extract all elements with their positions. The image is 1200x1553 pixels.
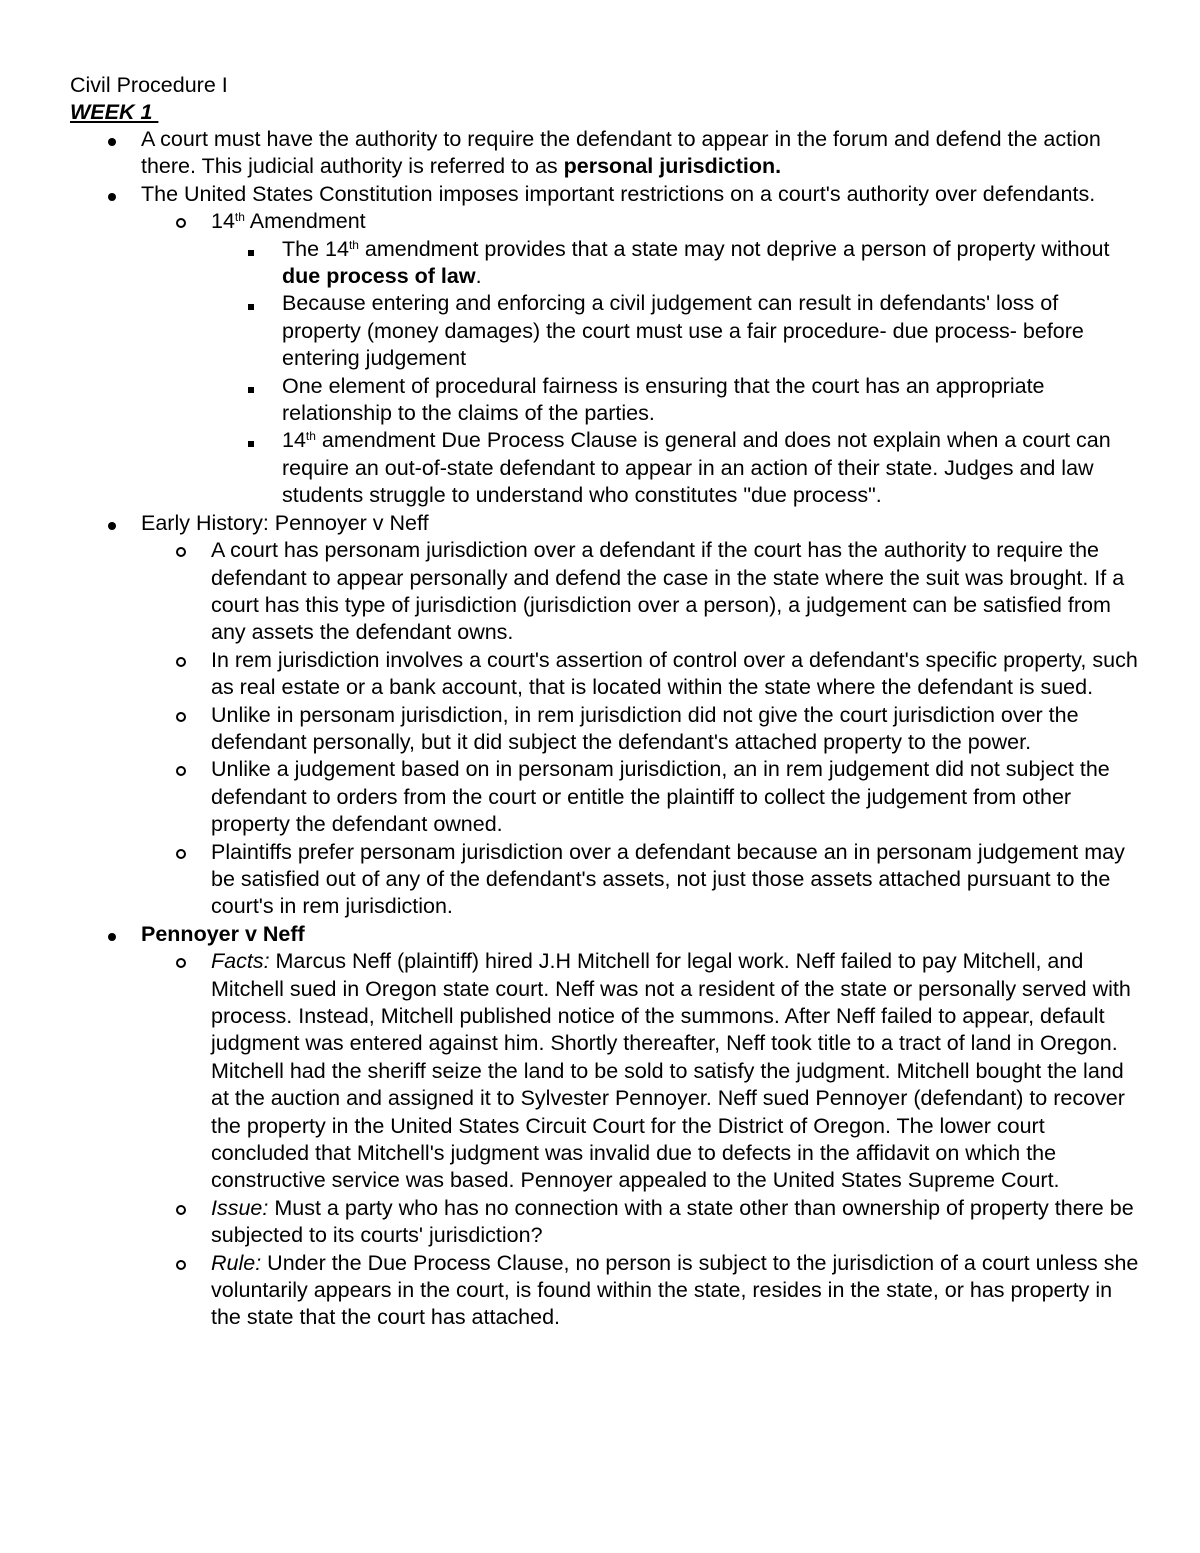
bullet-ring-icon (176, 839, 186, 866)
term-personal-jurisdiction: personal jurisdiction. (563, 154, 782, 179)
bullet-square-icon (248, 427, 254, 454)
bullet-ring-icon (176, 702, 186, 729)
notes-list (0, 126, 1200, 1332)
list-item: Unlike in personam jurisdiction, in rem jurisdiction did not give the court jurisdiction over the defendant personally, but it did subject the defendant's attached property to the power. (0, 702, 1200, 757)
bullet-square-icon (248, 290, 254, 317)
list-item: The United States Constitution imposes important restrictions on a court's authority over defendants. (0, 181, 1200, 208)
course-title: Civil Procedure I (70, 73, 228, 97)
bullet-ring-icon (176, 1195, 186, 1222)
list-item: Because entering and enforcing a civil judgement can result in defendants' loss of property (money damages) the court must use a fair procedure- due process- before entering judgement (0, 290, 1200, 372)
list-item: One element of procedural fairness is ensuring that the court has an appropriate relationship to the claims of the parties. (0, 373, 1200, 428)
list-item: Rule: Under the Due Process Clause, no person is subject to the jurisdiction of a court unless she voluntarily appears in the court, is found within the state, resides in the state, or has property in the state that the court has attached. (0, 1250, 1200, 1332)
list-item: A court has personam jurisdiction over a defendant if the court has the authority to require the defendant to appear personally and defend the case in the state where the suit was brought. If a court has this type of jurisdiction (jurisdiction over a person), a judgement can be satisfied from any assets the defendant owns. (0, 537, 1200, 647)
bullet-ring-icon (176, 948, 186, 975)
list-item: 14th amendment Due Process Clause is general and does not explain when a court can require an out-of-state defendant to appear in an action of their state. Judges and law students struggle to understand who constitutes "due process". (0, 427, 1200, 509)
week-heading: WEEK 1 (70, 100, 159, 124)
list-item: Issue: Must a party who has no connection with a state other than ownership of property there be subjected to its courts' jurisdiction? (0, 1195, 1200, 1250)
bullet-square-icon (248, 236, 254, 263)
list-item: 14th Amendment (0, 208, 1200, 235)
bullet-dot-icon (108, 510, 116, 537)
list-item: Early History: Pennoyer v Neff (0, 510, 1200, 537)
list-item (0, 921, 1200, 948)
bullet-dot-icon (108, 181, 116, 208)
bullet-square-icon (248, 373, 254, 400)
list-item: In rem jurisdiction involves a court's assertion of control over a defendant's specific property, such as real estate or a bank account, that is located within the state where the defendant is sued. (0, 647, 1200, 702)
list-item: Facts: Marcus Neff (plaintiff) hired J.H Mitchell for legal work. Neff failed to pay Mitchell, and Mitchell sued in Oregon state court. Neff was not a resident of the state or personally served with process. Instead, Mitchell published notice of the summons. After Neff failed to appear, default judgment was entered against him. Shortly thereafter, Neff took title to a tract of land in Oregon. Mitchell had the sheriff seize the land to be sold to satisfy the judgment. Mitchell bought the land at the auction and assigned it to Sylvester Pennoyer. Neff sued Pennoyer (defendant) to recover the property in the United States Circuit Court for the District of Oregon. The lower court concluded that Mitchell's judgment was invalid due to defects in the affidavit on which the constructive service was based. Pennoyer appealed to the United States Supreme Court. (0, 948, 1200, 1195)
list-item: Plaintiffs prefer personam jurisdiction over a defendant because an in personam judgement may be satisfied out of any of the defendant's assets, not just those assets attached pursuant to the court's in rem jurisdiction. (0, 839, 1200, 921)
facts-label: Facts: (211, 949, 270, 974)
list-item: A court must have the authority to require the defendant to appear in the forum and defend the action there. This judicial authority is referred to as personal jurisdiction. (0, 126, 1200, 181)
issue-label: Issue: (211, 1195, 269, 1220)
bullet-ring-icon (176, 208, 186, 235)
bullet-ring-icon (176, 647, 186, 674)
bullet-ring-icon (176, 537, 186, 564)
list-item: The 14th amendment provides that a state may not deprive a person of property without due process of law. (0, 236, 1200, 291)
bullet-dot-icon (108, 126, 116, 153)
term-due-process: due process of law (282, 264, 476, 289)
list-item: Unlike a judgement based on in personam jurisdiction, an in rem judgement did not subject the defendant to orders from the court or entitle the plaintiff to collect the judgement from other property the defendant owned. (0, 756, 1200, 838)
case-heading: Pennoyer v Neff (141, 921, 305, 946)
rule-label: Rule: (211, 1250, 262, 1275)
bullet-ring-icon (176, 1250, 186, 1277)
bullet-dot-icon (108, 921, 116, 948)
bullet-ring-icon (176, 756, 186, 783)
